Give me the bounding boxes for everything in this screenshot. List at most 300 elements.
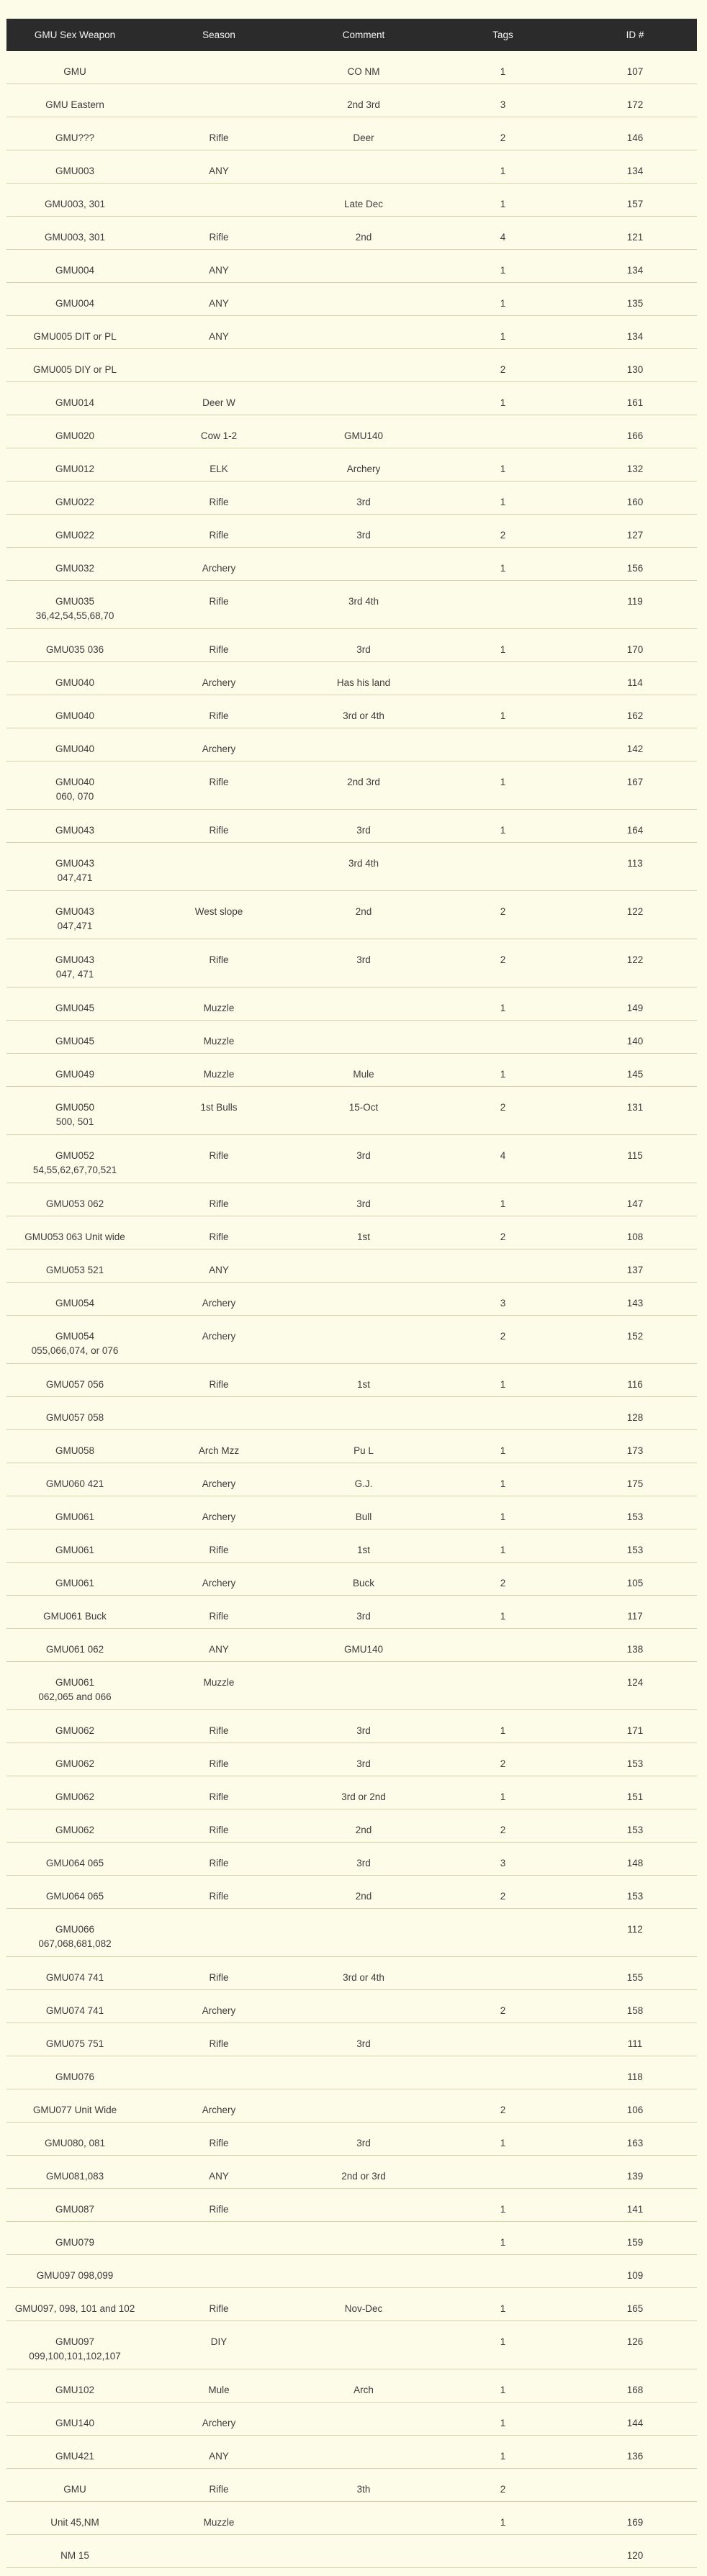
- table-row: [6, 283, 697, 316]
- table-row: [6, 2469, 697, 2502]
- cell-gmu: GMU035 36,42,54,55,68,70: [6, 581, 143, 629]
- cell-gmu: GMU053 062: [6, 1183, 143, 1216]
- cell-season: Muzzle: [143, 1021, 294, 1054]
- hunting-tags-table: [6, 19, 697, 2568]
- cell-tags: 1: [433, 2502, 573, 2535]
- cell-tags: 1: [433, 1776, 573, 1809]
- cell-season: Rifle: [143, 1135, 294, 1183]
- cell-tags: 1: [433, 1054, 573, 1087]
- table-row: [6, 2123, 697, 2156]
- table-row: [6, 2255, 697, 2288]
- cell-id: 118: [573, 2056, 697, 2089]
- cell-id: 157: [573, 184, 697, 217]
- table-row: [6, 2089, 697, 2123]
- cell-id: 162: [573, 695, 697, 728]
- cell-season: Muzzle: [143, 2502, 294, 2535]
- cell-id: 122: [573, 891, 697, 939]
- column-header-id[interactable]: ID #: [573, 19, 697, 51]
- cell-id: 119: [573, 581, 697, 629]
- cell-gmu: GMU058: [6, 1430, 143, 1463]
- cell-comment: 3rd: [294, 939, 433, 988]
- cell-tags: [433, 1662, 573, 1710]
- cell-tags: 1: [433, 1596, 573, 1629]
- cell-gmu: GMU062: [6, 1776, 143, 1809]
- cell-comment: [294, 1021, 433, 1054]
- cell-gmu: GMU053 521: [6, 1249, 143, 1283]
- cell-id: 153: [573, 1529, 697, 1563]
- cell-comment: [294, 728, 433, 761]
- cell-comment: 2nd: [294, 217, 433, 250]
- cell-comment: [294, 2255, 433, 2288]
- cell-tags: [433, 1249, 573, 1283]
- cell-tags: 1: [433, 2369, 573, 2403]
- cell-id: 121: [573, 217, 697, 250]
- cell-season: Rifle: [143, 515, 294, 548]
- cell-gmu: GMU054 055,066,074, or 076: [6, 1316, 143, 1364]
- cell-tags: 1: [433, 761, 573, 810]
- cell-tags: 2: [433, 2089, 573, 2123]
- table-row: [6, 1496, 697, 1529]
- table-row: [6, 1529, 697, 1563]
- cell-id: 111: [573, 2023, 697, 2056]
- cell-season: 1st Bulls: [143, 1087, 294, 1135]
- cell-id: 163: [573, 2123, 697, 2156]
- cell-id: 127: [573, 515, 697, 548]
- cell-tags: 1: [433, 1430, 573, 1463]
- cell-gmu: GMU054: [6, 1283, 143, 1316]
- cell-tags: 2: [433, 349, 573, 382]
- cell-season: Archery: [143, 548, 294, 581]
- cell-id: 169: [573, 2502, 697, 2535]
- cell-season: ANY: [143, 2436, 294, 2469]
- cell-id: 147: [573, 1183, 697, 1216]
- cell-gmu: GMU012: [6, 448, 143, 482]
- cell-id: 106: [573, 2089, 697, 2123]
- cell-season: ANY: [143, 1249, 294, 1283]
- table-row: [6, 448, 697, 482]
- cell-season: [143, 2056, 294, 2089]
- cell-gmu: GMU045: [6, 988, 143, 1021]
- table-row: [6, 1364, 697, 1397]
- cell-comment: [294, 2189, 433, 2222]
- cell-id: 130: [573, 349, 697, 382]
- table-row: [6, 2288, 697, 2321]
- table-row: [6, 382, 697, 415]
- cell-gmu: GMU064 065: [6, 1843, 143, 1876]
- cell-season: Archery: [143, 1990, 294, 2023]
- cell-tags: 3: [433, 1843, 573, 1876]
- cell-tags: 1: [433, 2222, 573, 2255]
- cell-id: 112: [573, 1909, 697, 1957]
- cell-gmu: GMU022: [6, 515, 143, 548]
- cell-gmu: GMU004: [6, 283, 143, 316]
- cell-season: Rifle: [143, 581, 294, 629]
- cell-comment: [294, 988, 433, 1021]
- column-header-season[interactable]: Season: [143, 19, 294, 51]
- cell-gmu: GMU074 741: [6, 1990, 143, 2023]
- cell-tags: 1: [433, 988, 573, 1021]
- cell-tags: [433, 1629, 573, 1662]
- cell-id: 108: [573, 1216, 697, 1249]
- table-row: [6, 1662, 697, 1710]
- cell-id: 153: [573, 1496, 697, 1529]
- cell-season: Archery: [143, 2403, 294, 2436]
- cell-gmu: GMU061 Buck: [6, 1596, 143, 1629]
- cell-season: Muzzle: [143, 1054, 294, 1087]
- cell-season: ANY: [143, 1629, 294, 1662]
- cell-comment: [294, 2436, 433, 2469]
- cell-season: Rifle: [143, 2023, 294, 2056]
- cell-gmu: GMU057 058: [6, 1397, 143, 1430]
- table-row: [6, 1776, 697, 1809]
- cell-tags: 2: [433, 1876, 573, 1909]
- cell-tags: 2: [433, 1990, 573, 2023]
- cell-season: Rifle: [143, 1183, 294, 1216]
- cell-comment: 3rd: [294, 1743, 433, 1776]
- cell-tags: 1: [433, 51, 573, 84]
- cell-comment: [294, 1909, 433, 1957]
- cell-gmu: GMU064 065: [6, 1876, 143, 1909]
- cell-tags: 2: [433, 939, 573, 988]
- cell-comment: 2nd 3rd: [294, 84, 433, 117]
- cell-id: 155: [573, 1957, 697, 1990]
- table-row: [6, 662, 697, 695]
- table-row: [6, 695, 697, 728]
- cell-comment: [294, 283, 433, 316]
- cell-tags: 1: [433, 2436, 573, 2469]
- cell-gmu: GMU043 047,471: [6, 891, 143, 939]
- table-row: [6, 581, 697, 629]
- cell-season: [143, 1397, 294, 1430]
- cell-gmu: GMU087: [6, 2189, 143, 2222]
- cell-gmu: GMU076: [6, 2056, 143, 2089]
- cell-comment: [294, 1662, 433, 1710]
- cell-comment: CO NM: [294, 51, 433, 84]
- cell-tags: [433, 2056, 573, 2089]
- cell-season: Archery: [143, 2089, 294, 2123]
- cell-season: [143, 184, 294, 217]
- table-row: [6, 1957, 697, 1990]
- cell-comment: 2nd or 3rd: [294, 2156, 433, 2189]
- cell-id: 164: [573, 810, 697, 843]
- cell-comment: 1st: [294, 1216, 433, 1249]
- table-row: [6, 150, 697, 184]
- cell-season: ANY: [143, 316, 294, 349]
- table-row: [6, 548, 697, 581]
- cell-comment: 3rd: [294, 1710, 433, 1743]
- cell-gmu: GMU: [6, 51, 143, 84]
- cell-tags: 4: [433, 1135, 573, 1183]
- table-row: [6, 728, 697, 761]
- table-row: [6, 1087, 697, 1135]
- cell-comment: [294, 2222, 433, 2255]
- cell-tags: 1: [433, 382, 573, 415]
- cell-season: [143, 2535, 294, 2568]
- table-row: [6, 2321, 697, 2369]
- cell-gmu: GMU074 741: [6, 1957, 143, 1990]
- table-row: [6, 939, 697, 988]
- cell-id: 131: [573, 1087, 697, 1135]
- cell-season: Rifle: [143, 2189, 294, 2222]
- cell-id: 144: [573, 2403, 697, 2436]
- cell-comment: 3rd: [294, 2123, 433, 2156]
- cell-gmu: GMU062: [6, 1809, 143, 1843]
- cell-season: Archery: [143, 1563, 294, 1596]
- cell-comment: 3rd: [294, 1596, 433, 1629]
- cell-id: 167: [573, 761, 697, 810]
- cell-gmu: GMU005 DIT or PL: [6, 316, 143, 349]
- cell-comment: Buck: [294, 1563, 433, 1596]
- cell-comment: [294, 2502, 433, 2535]
- cell-gmu: GMU066 067,068,681,082: [6, 1909, 143, 1957]
- table-row: [6, 1216, 697, 1249]
- cell-season: Rifle: [143, 1216, 294, 1249]
- table-row: [6, 810, 697, 843]
- cell-tags: 1: [433, 2321, 573, 2369]
- cell-comment: [294, 2056, 433, 2089]
- cell-comment: [294, 382, 433, 415]
- cell-season: Rifle: [143, 629, 294, 662]
- cell-tags: [433, 1909, 573, 1957]
- cell-id: 120: [573, 2535, 697, 2568]
- cell-tags: 1: [433, 250, 573, 283]
- cell-season: Arch Mzz: [143, 1430, 294, 1463]
- column-header-tags[interactable]: Tags: [433, 19, 573, 51]
- cell-gmu: GMU: [6, 2469, 143, 2502]
- cell-comment: Arch: [294, 2369, 433, 2403]
- table-row: [6, 1843, 697, 1876]
- cell-tags: 1: [433, 283, 573, 316]
- cell-id: 134: [573, 316, 697, 349]
- table-row: [6, 2156, 697, 2189]
- cell-tags: 4: [433, 217, 573, 250]
- cell-season: Rifle: [143, 2288, 294, 2321]
- cell-tags: 2: [433, 1809, 573, 1843]
- cell-tags: 1: [433, 1496, 573, 1529]
- table-row: [6, 2222, 697, 2255]
- table-row: [6, 184, 697, 217]
- cell-comment: [294, 1283, 433, 1316]
- cell-comment: 3rd or 4th: [294, 695, 433, 728]
- cell-season: Rifle: [143, 1710, 294, 1743]
- cell-season: ANY: [143, 283, 294, 316]
- cell-tags: 1: [433, 448, 573, 482]
- cell-tags: 1: [433, 316, 573, 349]
- cell-comment: [294, 2321, 433, 2369]
- cell-tags: [433, 2156, 573, 2189]
- cell-tags: 2: [433, 117, 573, 150]
- table-row: [6, 217, 697, 250]
- table-row: [6, 2056, 697, 2089]
- cell-gmu: GMU040: [6, 695, 143, 728]
- cell-season: Rifle: [143, 1809, 294, 1843]
- table-row: [6, 1463, 697, 1496]
- cell-tags: 1: [433, 1463, 573, 1496]
- cell-season: Rifle: [143, 1876, 294, 1909]
- table-row: [6, 482, 697, 515]
- cell-id: 173: [573, 1430, 697, 1463]
- table-row: [6, 988, 697, 1021]
- cell-season: Mule: [143, 2369, 294, 2403]
- cell-tags: [433, 2255, 573, 2288]
- cell-season: Cow 1-2: [143, 415, 294, 448]
- cell-comment: 3rd: [294, 810, 433, 843]
- table-row: [6, 2535, 697, 2568]
- cell-tags: 1: [433, 2288, 573, 2321]
- cell-gmu: GMU040: [6, 662, 143, 695]
- cell-season: Archery: [143, 728, 294, 761]
- cell-comment: Deer: [294, 117, 433, 150]
- cell-season: Rifle: [143, 810, 294, 843]
- cell-comment: [294, 1397, 433, 1430]
- cell-season: ANY: [143, 150, 294, 184]
- cell-season: Rifle: [143, 695, 294, 728]
- table-row: [6, 117, 697, 150]
- cell-tags: 1: [433, 629, 573, 662]
- cell-season: Rifle: [143, 1596, 294, 1629]
- cell-comment: [294, 2403, 433, 2436]
- cell-tags: 1: [433, 184, 573, 217]
- cell-season: Rifle: [143, 1743, 294, 1776]
- cell-comment: [294, 250, 433, 283]
- cell-tags: 1: [433, 2189, 573, 2222]
- cell-gmu: GMU081,083: [6, 2156, 143, 2189]
- cell-tags: 1: [433, 2403, 573, 2436]
- cell-gmu: GMU080, 081: [6, 2123, 143, 2156]
- table-row: [6, 2502, 697, 2535]
- table-row: [6, 1743, 697, 1776]
- cell-id: 145: [573, 1054, 697, 1087]
- table-row: [6, 316, 697, 349]
- cell-comment: Bull: [294, 1496, 433, 1529]
- cell-tags: 1: [433, 2123, 573, 2156]
- table-row: [6, 1990, 697, 2023]
- cell-gmu: GMU060 421: [6, 1463, 143, 1496]
- cell-gmu: GMU421: [6, 2436, 143, 2469]
- cell-tags: 2: [433, 1563, 573, 1596]
- cell-tags: [433, 2023, 573, 2056]
- cell-season: Rifle: [143, 2469, 294, 2502]
- column-header-comment[interactable]: Comment: [294, 19, 433, 51]
- cell-id: 134: [573, 250, 697, 283]
- cell-tags: [433, 843, 573, 891]
- cell-comment: Archery: [294, 448, 433, 482]
- cell-id: 105: [573, 1563, 697, 1596]
- cell-comment: [294, 1249, 433, 1283]
- cell-comment: [294, 2089, 433, 2123]
- cell-tags: 1: [433, 548, 573, 581]
- cell-comment: GMU140: [294, 1629, 433, 1662]
- cell-comment: Pu L: [294, 1430, 433, 1463]
- table-row: [6, 1710, 697, 1743]
- cell-tags: [433, 1397, 573, 1430]
- cell-season: ELK: [143, 448, 294, 482]
- cell-season: Muzzle: [143, 988, 294, 1021]
- cell-comment: 2nd 3rd: [294, 761, 433, 810]
- cell-season: [143, 2222, 294, 2255]
- cell-gmu: GMU062: [6, 1710, 143, 1743]
- cell-gmu: GMU040: [6, 728, 143, 761]
- cell-tags: 2: [433, 891, 573, 939]
- cell-id: 175: [573, 1463, 697, 1496]
- cell-id: 124: [573, 1662, 697, 1710]
- table-row: [6, 2436, 697, 2469]
- column-header-gmu[interactable]: GMU Sex Weapon: [6, 19, 143, 51]
- cell-gmu: GMU022: [6, 482, 143, 515]
- cell-id: 172: [573, 84, 697, 117]
- cell-tags: 1: [433, 1364, 573, 1397]
- cell-id: 158: [573, 1990, 697, 2023]
- cell-gmu: GMU020: [6, 415, 143, 448]
- cell-gmu: GMU003, 301: [6, 217, 143, 250]
- cell-id: 161: [573, 382, 697, 415]
- table-body: [6, 51, 697, 2568]
- cell-comment: [294, 1990, 433, 2023]
- cell-id: 138: [573, 1629, 697, 1662]
- table-row: [6, 1316, 697, 1364]
- cell-season: Archery: [143, 1496, 294, 1529]
- cell-gmu: NM 15: [6, 2535, 143, 2568]
- cell-comment: 2nd: [294, 891, 433, 939]
- cell-tags: 1: [433, 1710, 573, 1743]
- cell-id: 148: [573, 1843, 697, 1876]
- cell-tags: [433, 1021, 573, 1054]
- table-row: [6, 349, 697, 382]
- table-row: [6, 1596, 697, 1629]
- cell-gmu: GMU040 060, 070: [6, 761, 143, 810]
- cell-id: 107: [573, 51, 697, 84]
- cell-season: Rifle: [143, 761, 294, 810]
- cell-season: Rifle: [143, 939, 294, 988]
- cell-comment: [294, 316, 433, 349]
- cell-id: 139: [573, 2156, 697, 2189]
- cell-gmu: GMU049: [6, 1054, 143, 1087]
- table-row: [6, 761, 697, 810]
- cell-comment: [294, 349, 433, 382]
- cell-season: Rifle: [143, 1529, 294, 1563]
- table-row: [6, 891, 697, 939]
- cell-gmu: GMU053 063 Unit wide: [6, 1216, 143, 1249]
- cell-season: Archery: [143, 662, 294, 695]
- cell-comment: 3rd: [294, 515, 433, 548]
- cell-id: 117: [573, 1596, 697, 1629]
- cell-comment: 1st: [294, 1529, 433, 1563]
- table-row: [6, 1021, 697, 1054]
- cell-season: Rifle: [143, 1843, 294, 1876]
- cell-season: [143, 51, 294, 84]
- cell-season: Rifle: [143, 1364, 294, 1397]
- cell-season: Rifle: [143, 217, 294, 250]
- cell-gmu: GMU061: [6, 1563, 143, 1596]
- cell-comment: GMU140: [294, 415, 433, 448]
- table-row: [6, 1909, 697, 1957]
- cell-id: 153: [573, 1809, 697, 1843]
- cell-tags: 1: [433, 150, 573, 184]
- cell-id: 153: [573, 1743, 697, 1776]
- cell-comment: 3rd or 2nd: [294, 1776, 433, 1809]
- table-row: [6, 1249, 697, 1283]
- cell-tags: [433, 1957, 573, 1990]
- table-row: [6, 1809, 697, 1843]
- cell-comment: 3rd: [294, 1135, 433, 1183]
- cell-comment: Late Dec: [294, 184, 433, 217]
- cell-season: Rifle: [143, 482, 294, 515]
- table-row: [6, 1135, 697, 1183]
- cell-season: [143, 1909, 294, 1957]
- cell-id: 171: [573, 1710, 697, 1743]
- table-row: [6, 84, 697, 117]
- cell-tags: 2: [433, 1216, 573, 1249]
